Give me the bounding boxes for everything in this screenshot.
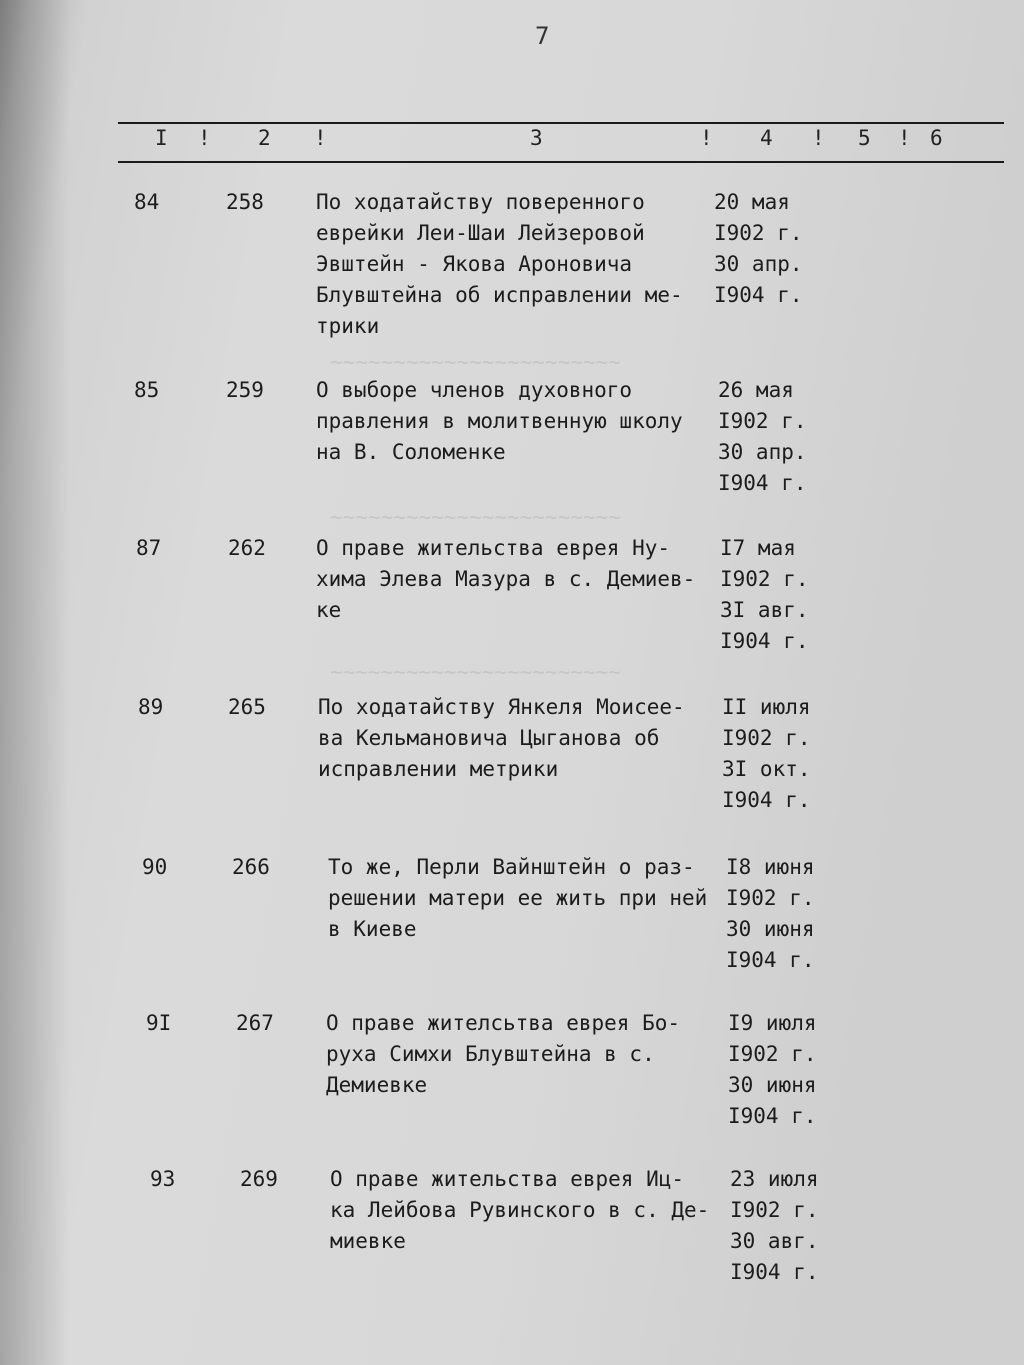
header-separator: !	[700, 126, 713, 150]
row-dates: 20 мая I902 г. 30 апр. I904 г.	[714, 190, 803, 307]
row-col1: 9I	[146, 1011, 172, 1035]
row-col2: 269	[240, 1167, 278, 1191]
row-description: О выборе членов духовного правления в молитвенную школу на В. Соломенке	[316, 378, 683, 464]
header-col-5: 5	[858, 126, 871, 150]
row-col1: 84	[134, 190, 160, 214]
row-dates: I8 июня I902 г. 30 июня I904 г.	[726, 855, 815, 972]
row-col1: 85	[134, 378, 160, 402]
bleed-through-text: ~~~~~~~~~~~~~~~~~~~~~~~	[330, 350, 621, 374]
table-header-rule	[118, 161, 1004, 163]
row-description: О праве жительства еврея Ну- хима Элева Мазура в с. Демиев- ке	[316, 536, 696, 622]
row-col2: 258	[226, 190, 264, 214]
row-col1: 90	[142, 855, 168, 879]
page-number: 7	[535, 22, 550, 50]
bleed-through-text: ~~~~~~~~~~~~~~~~~~~~~~~	[330, 660, 621, 684]
row-col1: 93	[150, 1167, 176, 1191]
header-separator: !	[898, 126, 911, 150]
row-col2: 262	[228, 536, 266, 560]
row-description: О праве жителсьтва еврея Бо- руха Симхи Блувштейна в с. Демиевке	[326, 1011, 681, 1097]
row-col1: 89	[138, 695, 164, 719]
row-col2: 267	[236, 1011, 274, 1035]
row-dates: 23 июля I902 г. 30 авг. I904 г.	[730, 1167, 819, 1284]
row-col1: 87	[136, 536, 162, 560]
row-description: По ходатайству Янкеля Моисее- ва Кельмановича Цыганова об исправлении метрики	[318, 695, 685, 781]
header-col-6: 6	[930, 126, 943, 150]
bleed-through-text: ~~~~~~~~~~~~~~~~~~~~~~~	[330, 505, 621, 529]
row-col2: 265	[228, 695, 266, 719]
row-col2: 266	[232, 855, 270, 879]
header-col-1: I	[155, 126, 168, 150]
header-separator: !	[812, 126, 825, 150]
header-col-2: 2	[258, 126, 271, 150]
row-dates: 26 мая I902 г. 30 апр. I904 г.	[718, 378, 807, 495]
row-description: По ходатайству поверенного еврейки Леи-Шаи Лейзеровой Эвштейн - Якова Ароновича Блувштейна об исправлении ме- трики	[316, 190, 683, 338]
header-separator: !	[198, 126, 211, 150]
row-dates: I9 июля I902 г. 30 июня I904 г.	[728, 1011, 817, 1128]
page-edge-shadow	[0, 0, 70, 1365]
table-top-rule	[118, 122, 1004, 124]
row-dates: I7 мая I902 г. 3I авг. I904 г.	[720, 536, 809, 653]
header-col-3: 3	[530, 126, 543, 150]
row-col2: 259	[226, 378, 264, 402]
row-description: О праве жительства еврея Иц- ка Лейбова Рувинского в с. Де- миевке	[330, 1167, 710, 1253]
row-dates: II июля I902 г. 3I окт. I904 г.	[722, 695, 811, 812]
header-col-4: 4	[760, 126, 773, 150]
row-description: То же, Перли Вайнштейн о раз- решении матери ее жить при ней в Киеве	[328, 855, 708, 941]
header-separator: !	[314, 126, 327, 150]
